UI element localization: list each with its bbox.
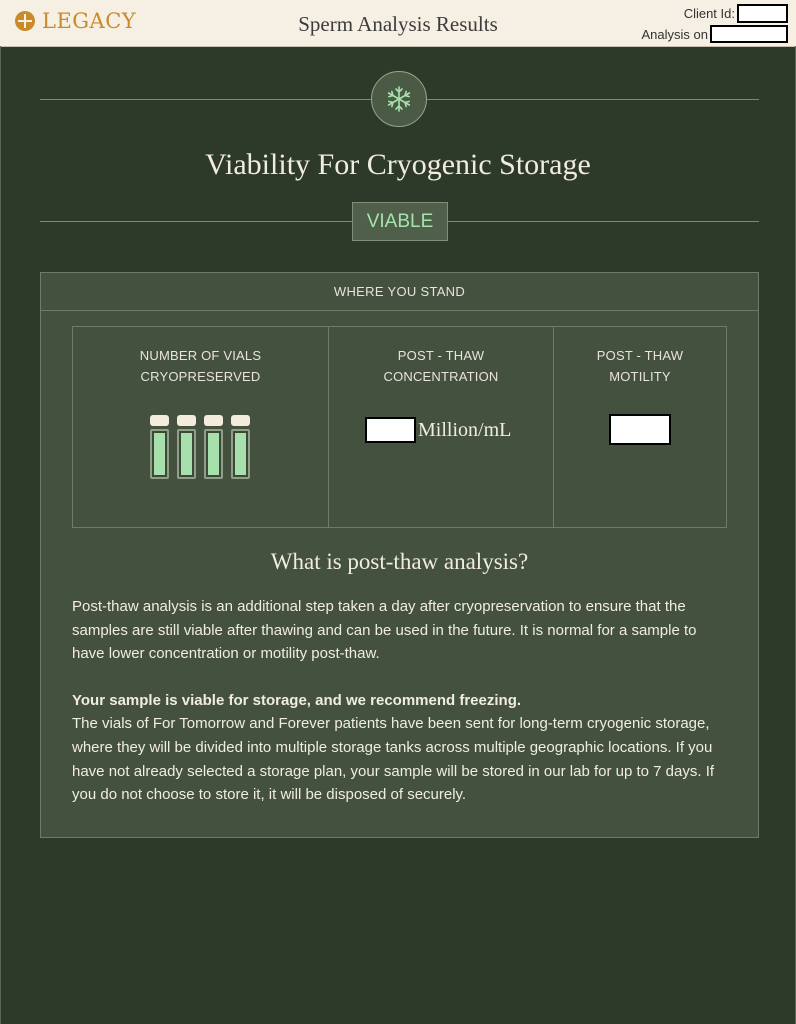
logo-text: LEGACY [42, 9, 137, 33]
vial-icon [231, 415, 250, 479]
concentration-value [365, 417, 511, 443]
client-id-redacted [737, 4, 788, 23]
motility-value [609, 414, 671, 450]
vial-icon [150, 415, 169, 479]
analysis-on-label: Analysis on [641, 26, 708, 42]
vial-icon [204, 415, 223, 479]
explanation-text [72, 595, 732, 807]
header-bar [0, 0, 796, 47]
vials-label [73, 345, 328, 387]
document-title: Sperm Analysis Results [298, 12, 498, 36]
client-id-label: Client Id: [683, 6, 735, 21]
vial-icons [150, 415, 250, 479]
recommendation-text: Your sample is viable for storage, and we recommend freezing. [72, 691, 522, 709]
concentration-redacted [365, 417, 416, 443]
motility-label-line1: POST - THAW [596, 348, 684, 363]
motility-label [554, 345, 726, 387]
concentration-label-line2: CONCENTRATION [383, 369, 499, 384]
concentration-cell [328, 327, 553, 527]
top-divider-right [427, 99, 759, 100]
motility-label-line2: MOTILITY [609, 369, 671, 384]
snowflake-badge [371, 71, 427, 127]
client-id-row [684, 4, 788, 23]
top-divider-left [40, 99, 371, 100]
motility-redacted [609, 414, 671, 445]
analysis-date-redacted [710, 25, 788, 43]
storage-paragraph: The vials of For Tomorrow and Forever patients have been sent for long-term cryogenic storage, where they will be divided into multiple storage tanks across multiple geographic locations. If you have not already selected a storage plan, your sample will be stored in our lab for up to 7 days. If you do not choose to store it, it will be disposed of securely. [72, 715, 715, 804]
post-thaw-question: What is post-thaw analysis? [270, 549, 529, 574]
vial-icon [177, 415, 196, 479]
vials-cell [73, 327, 328, 527]
vials-label-line2: CRYOPRESERVED [140, 369, 261, 384]
status-badge: VIABLE [352, 202, 448, 241]
concentration-unit: Million/mL [418, 418, 512, 441]
analysis-on-row [642, 25, 788, 43]
status-divider-right [448, 221, 759, 222]
where-you-stand-panel [40, 272, 759, 838]
status-divider-left [40, 221, 352, 222]
vials-label-line1: NUMBER OF VIALS [139, 348, 262, 363]
explanation-paragraph: Post-thaw analysis is an additional step taken a day after cryopreservation to ensure that the samples are still viable after thawing and can be used in the future. It is normal for a sample to have lower concentration or motility post-thaw. [72, 598, 697, 663]
concentration-label-line1: POST - THAW [397, 348, 485, 363]
snowflake-icon [384, 84, 414, 114]
concentration-label [329, 345, 553, 387]
page-title: Viability For Cryogenic Storage [205, 148, 591, 181]
stats-grid [72, 326, 727, 528]
motility-cell [553, 327, 726, 527]
panel-heading: WHERE YOU STAND [41, 273, 758, 311]
